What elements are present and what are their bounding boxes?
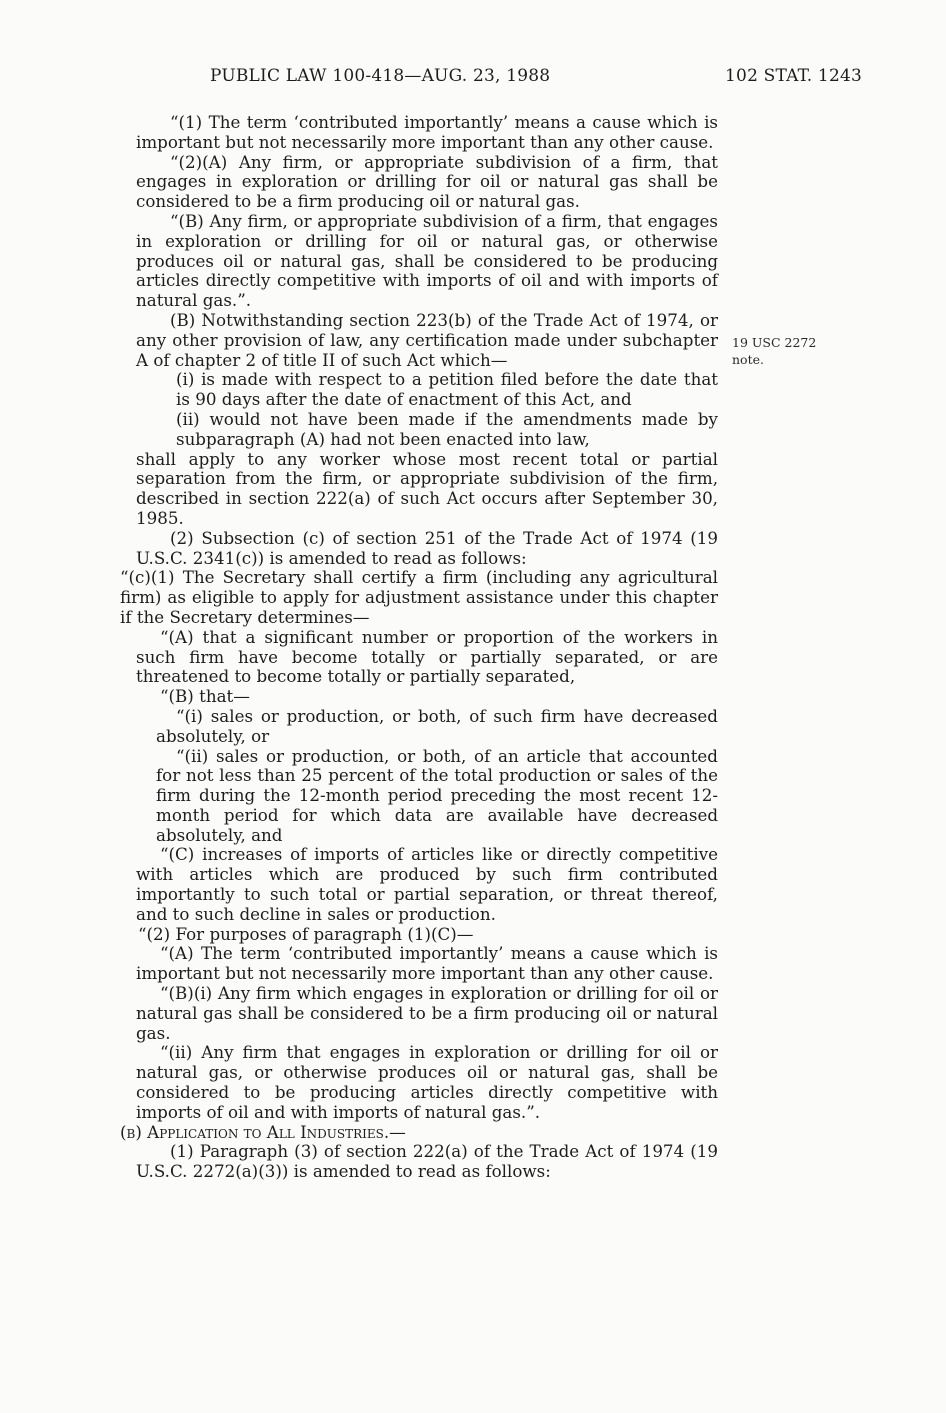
paragraph: “(B) Any firm, or appropriate subdivision of a firm, that engages in exploration or drilling for oil or natural gas, or otherwise produces oil or natural gas, shall be considered to be producing articles directly competitive with imports of oil and with imports of natural gas.”. [136,210,718,311]
quoted-paragraph: “(2) For purposes of paragraph (1)(C)— [138,923,474,944]
clause: (ii) would not have been made if the amendments made by subparagraph (A) had not been enacted into law, [176,408,718,449]
quoted-paragraph: “(A) that a significant number or proportion of the workers in such firm have become totally or partially separated, or are threatened to become totally or partially separated, [136,626,718,687]
quoted-paragraph: “(c)(1) The Secretary shall certify a firm (including any agricultural firm) as eligible to apply for adjustment assistance under this chapter if the Secretary determines— [120,567,718,627]
paragraph: shall apply to any worker whose most recent total or partial separation from the firm, or appropriate subdivision of the firm, described in section 222(a) of such Act occurs after September 30, 1985. [136,448,718,528]
paragraph: (B) Notwithstanding section 223(b) of the Trade Act of 1974, or any other provision of law, any certification made under subchapter A of chapter 2 of title II of such Act which— [136,309,718,370]
quoted-clause: “(ii) sales or production, or both, of an article that accounted for not less than 25 percent of the total production or sales of the firm during the 12-month period preceding the most recent 12-month period for which data are available have decreased absolutely, and [156,745,718,845]
paragraph: “(1) The term ‘contributed importantly’ means a cause which is important but not necessarily more important than any other cause. [136,112,718,152]
margin-citation [732,334,832,368]
statute-page-number: 102 STAT. 1243 [725,66,862,86]
quoted-clause: “(i) sales or production, or both, of such firm have decreased absolutely, or [156,705,718,746]
quoted-paragraph: “(C) increases of imports of articles like or directly competitive with articles which are produced by such firm contributed importantly to such total or partial separation, or threat thereof, and to such decline in sales or production. [136,844,718,924]
quoted-paragraph: “(B)(i) Any firm which engages in exploration or drilling for oil or natural gas shall be considered to be a firm producing oil or natural gas. [136,983,718,1043]
law-title: PUBLIC LAW 100-418—AUG. 23, 1988 [210,66,551,86]
paragraph: (1) Paragraph (3) of section 222(a) of the Trade Act of 1974 (19 U.S.C. 2272(a)(3)) is amended to read as follows: [136,1141,718,1182]
section-heading: (b) Application to All Industries.— [120,1121,406,1142]
quoted-paragraph: “(B) that— [160,686,250,707]
paragraph: (2) Subsection (c) of section 251 of the Trade Act of 1974 (19 U.S.C. 2341(c)) is amended to read as follows: [136,527,718,568]
quoted-paragraph: “(ii) Any firm that engages in exploration or drilling for oil or natural gas, or otherwise produces oil or natural gas, shall be considered to be producing articles directly competitive with imports of oil and with imports of natural gas.”. [136,1042,718,1122]
margin-citation-usc: 19 USC 2272 [732,335,817,350]
margin-citation-note: note. [732,352,764,367]
quoted-paragraph: “(A) The term ‘contributed importantly’ means a cause which is important but not necessarily more important than any other cause. [136,943,718,984]
paragraph: “(2)(A) Any firm, or appropriate subdivision of a firm, that engages in exploration or drilling for oil or natural gas shall be considered to be a firm producing oil or natural gas. [136,151,718,212]
body-text [120,113,718,1182]
clause: (i) is made with respect to a petition filed before the date that is 90 days after the date of enactment of this Act, and [176,369,718,410]
